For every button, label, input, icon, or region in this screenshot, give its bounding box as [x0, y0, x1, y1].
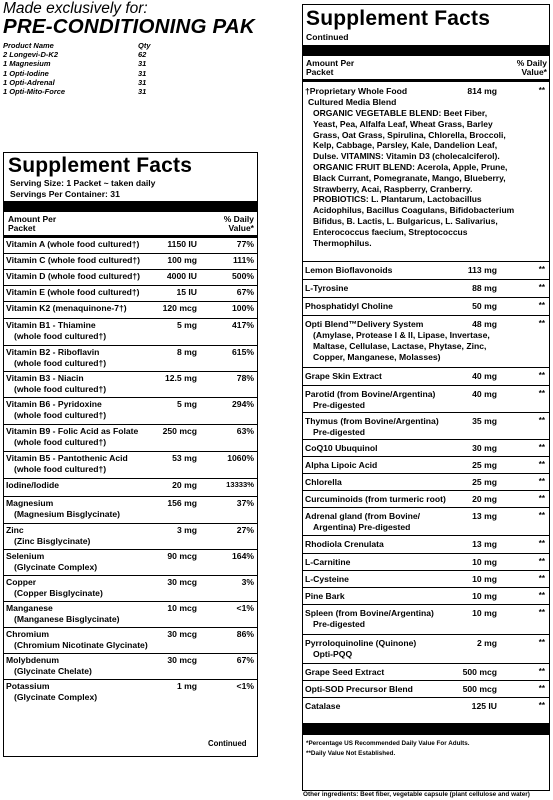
ingredient-name: CoQ10 Ubuquinol	[305, 443, 378, 453]
nutrient-row	[4, 286, 257, 302]
ingredient-amount: 50 mg	[472, 301, 497, 311]
blend-ingredient-line: ORGANIC FRUIT BLEND: Acerola, Apple, Prune,	[313, 161, 508, 172]
ingredient-row	[303, 664, 549, 681]
ingredient-detail: Pre-digested	[313, 427, 366, 437]
column-header	[303, 56, 549, 82]
nutrient-detail: (Glycinate Complex)	[14, 692, 98, 702]
ingredient-name: Catalase	[305, 701, 341, 711]
ingredient-name: Curcuminoids (from turmeric root)	[305, 494, 446, 504]
nutrient-daily-value: 67%	[236, 655, 254, 665]
ingredient-name: Grape Skin Extract	[305, 371, 382, 381]
product-table-header	[3, 41, 203, 50]
nutrient-name: Vitamin B5 - Pantothenic Acid	[6, 453, 128, 463]
nutrient-name: Molybdenum	[6, 655, 59, 665]
ingredient-row	[303, 368, 549, 386]
ingredient-daily-value: **	[538, 494, 545, 503]
ingredient-daily-value: **	[538, 591, 545, 600]
nutrient-daily-value: 13333%	[226, 480, 254, 489]
nutrient-name: Iodine/Iodide	[6, 480, 59, 490]
ingredient-row	[303, 635, 549, 664]
ingredient-daily-value: **	[538, 477, 545, 486]
nutrient-daily-value: 37%	[236, 498, 254, 508]
nutrient-row	[4, 302, 257, 319]
nutrient-amount: 5 mg	[176, 320, 197, 330]
nutrient-row	[4, 680, 257, 706]
ingredient-row	[303, 508, 549, 536]
ingredient-detail: Argentina) Pre-digested	[313, 522, 411, 532]
ingredient-row	[303, 605, 549, 635]
ingredient-amount: 88 mg	[472, 283, 497, 293]
thick-divider	[4, 201, 257, 212]
product-name-header: Product Name	[3, 41, 54, 50]
nutrient-name: Chromium	[6, 629, 49, 639]
nutrient-amount: 100 mg	[167, 255, 197, 265]
nutrient-name: Vitamin B2 - Riboflavin	[6, 347, 100, 357]
ingredient-list	[303, 262, 549, 716]
nutrient-amount: 20 mg	[172, 480, 197, 490]
nutrient-row	[4, 398, 257, 425]
product-name: 1 Opti-Adrenal	[3, 77, 55, 87]
blend-daily-value: **	[538, 86, 545, 95]
nutrient-row	[4, 254, 257, 270]
ingredient-daily-value: **	[538, 608, 545, 617]
servings-per-container: Servings Per Container: 31	[10, 189, 120, 199]
blend-ingredient-line: Dulse. VITAMINS: Vitamin D3 (cholecalciferol).	[313, 151, 500, 162]
ingredient-daily-value: **	[538, 460, 545, 469]
ingredient-name: Spleen (from Bovine/Argentina)	[305, 608, 434, 618]
product-qty: 31	[138, 86, 147, 96]
amount-per-label: Amount Per	[8, 214, 57, 224]
nutrient-name: Selenium	[6, 551, 45, 561]
ingredient-row	[303, 440, 549, 457]
daily-value-label: % Daily	[223, 214, 254, 224]
nutrient-amount: 15 IU	[176, 287, 197, 297]
nutrient-daily-value: 294%	[232, 399, 254, 409]
serving-size: Serving Size: 1 Packet ~ taken daily	[10, 178, 156, 188]
nutrient-name: Vitamin B6 - Pyridoxine	[6, 399, 102, 409]
ingredient-daily-value: **	[538, 416, 545, 425]
nutrient-name: Vitamin B1 - Thiamine	[6, 320, 96, 330]
nutrient-amount: 3 mg	[176, 525, 197, 535]
ingredient-name: L-Tyrosine	[305, 283, 349, 293]
nutrient-amount: 250 mcg	[162, 426, 197, 436]
value-label: Value*	[521, 67, 547, 77]
ingredient-name: Opti-SOD Precursor Blend	[305, 684, 413, 694]
nutrient-name: Vitamin B9 - Folic Acid as Folate	[6, 426, 139, 436]
ingredient-daily-value: **	[538, 389, 545, 398]
ingredient-name: Pyrroloquinoline (Quinone)	[305, 638, 417, 648]
product-name: 1 Opti-Mito-Force	[3, 86, 66, 96]
product-qty: 31	[138, 59, 147, 69]
pak-title: PRE-CONDITIONING PAK	[3, 15, 255, 38]
nutrient-row	[4, 319, 257, 346]
ingredient-row	[303, 457, 549, 474]
blend-ingredient-line: Black Currant, Pomegranate, Mango, Blueberry,	[313, 172, 506, 183]
ingredient-daily-value: **	[538, 265, 545, 274]
blend-ingredient-line: Enterococcus faecium, Streptococcus	[313, 226, 468, 237]
ingredient-name: L-Carnitine	[305, 557, 351, 567]
nutrient-name: Vitamin K2 (menaquinone-7†)	[6, 303, 127, 313]
nutrient-detail: (whole food cultured†)	[14, 358, 107, 368]
nutrient-row	[4, 524, 257, 550]
ingredient-amount: 13 mg	[472, 539, 497, 549]
nutrient-detail: (Glycinate Complex)	[14, 562, 98, 572]
blend-ingredient-line: Bifidus, B. Lactis, L. Bulgaricus, L. Salivarius,	[313, 215, 498, 226]
ingredient-amount: 48 mg	[472, 319, 497, 329]
product-name: 2 Longevi-D-K2	[3, 50, 59, 60]
blend-ingredient-line: Kelp, Cabbage, Parsley, Kale, Dandelion Leaf,	[313, 140, 498, 151]
nutrient-amount: 1150 IU	[167, 239, 197, 249]
nutrient-amount: 12.5 mg	[164, 373, 197, 383]
nutrient-row	[4, 479, 257, 497]
nutrient-name: Vitamin E (whole food cultured†)	[6, 287, 140, 297]
ingredient-detail: (Amylase, Protease I & II, Lipase, Invertase,	[313, 330, 490, 340]
nutrient-amount: 5 mg	[176, 399, 197, 409]
ingredient-daily-value: **	[538, 443, 545, 452]
ingredient-row	[303, 554, 549, 571]
nutrient-amount: 156 mg	[167, 498, 197, 508]
nutrient-detail: (whole food cultured†)	[14, 331, 107, 341]
nutrient-row	[4, 550, 257, 576]
ingredient-amount: 10 mg	[472, 591, 497, 601]
product-qty: 31	[138, 77, 147, 87]
blend-ingredient-line: Thermophilus.	[313, 237, 372, 248]
product-name: 1 Opti-Iodine	[3, 68, 49, 78]
product-row	[3, 87, 203, 96]
ingredient-row	[303, 571, 549, 588]
product-row	[3, 50, 203, 59]
ingredient-amount: 113 mg	[467, 265, 497, 275]
footnote-percentage: *Percentage US Recommended Daily Value For Adults.	[306, 740, 470, 747]
nutrient-detail: (Manganese Bisglycinate)	[14, 614, 120, 624]
nutrient-detail: (Copper Bisglycinate)	[14, 588, 103, 598]
ingredient-amount: 25 mg	[472, 460, 497, 470]
nutrient-daily-value: 417%	[232, 320, 254, 330]
continued-label: Continued	[306, 32, 349, 42]
nutrient-row	[4, 497, 257, 524]
ingredient-amount: 500 mcg	[462, 667, 497, 677]
blend-name-line-1: †Proprietary Whole Food	[305, 86, 408, 96]
product-table	[3, 41, 203, 96]
nutrient-detail: (Glycinate Chelate)	[14, 666, 92, 676]
nutrient-detail: (whole food cultured†)	[14, 437, 107, 447]
footnote-daily-value: **Daily Value Not Established.	[306, 750, 396, 757]
blend-name	[305, 86, 407, 107]
nutrient-daily-value: 615%	[232, 347, 254, 357]
ingredient-name: Alpha Lipoic Acid	[305, 460, 378, 470]
ingredient-row	[303, 491, 549, 508]
ingredient-row	[303, 474, 549, 491]
blend-amount: 814 mg	[467, 86, 497, 96]
ingredient-name: Lemon Bioflavonoids	[305, 265, 393, 275]
ingredient-daily-value: **	[538, 539, 545, 548]
column-header	[4, 212, 257, 238]
nutrient-detail: (Chromium Nicotinate Glycinate)	[14, 640, 148, 650]
nutrient-detail: (whole food cultured†)	[14, 384, 107, 394]
ingredient-name: Opti Blend™Delivery System	[305, 319, 424, 329]
ingredient-row	[303, 413, 549, 440]
nutrient-row	[4, 425, 257, 452]
supplement-facts-panel-left	[3, 152, 258, 757]
nutrient-amount: 30 mcg	[167, 629, 197, 639]
nutrient-daily-value: 27%	[236, 525, 254, 535]
ingredient-amount: 40 mg	[472, 371, 497, 381]
nutrient-amount: 30 mcg	[167, 655, 197, 665]
ingredient-name: Phosphatidyl Choline	[305, 301, 393, 311]
ingredient-row	[303, 698, 549, 716]
nutrient-row	[4, 270, 257, 286]
ingredient-daily-value: **	[538, 371, 545, 380]
ingredient-name: Grape Seed Extract	[305, 667, 385, 677]
ingredient-detail: Maltase, Cellulase, Lactase, Phytase, Zinc,	[313, 341, 487, 351]
blend-ingredient-line: Acidophilus, Bacillus Coagulans, Bifidobacterium	[313, 205, 515, 216]
nutrient-amount: 1 mg	[176, 681, 197, 691]
ingredient-name: Rhodiola Crenulata	[305, 539, 384, 549]
ingredient-amount: 35 mg	[472, 416, 497, 426]
ingredient-name: L-Cysteine	[305, 574, 349, 584]
nutrient-daily-value: 77%	[236, 239, 254, 249]
ingredient-detail: Opti-PQQ	[313, 649, 353, 659]
nutrient-row	[4, 346, 257, 372]
nutrient-amount: 53 mg	[172, 453, 197, 463]
product-row	[3, 59, 203, 68]
nutrient-name: Vitamin A (whole food cultured†)	[6, 239, 140, 249]
ingredient-amount: 500 mcg	[462, 684, 497, 694]
ingredient-row	[303, 316, 549, 368]
product-name: 1 Magnesium	[3, 59, 51, 69]
nutrient-daily-value: <1%	[236, 681, 254, 691]
ingredient-amount: 20 mg	[472, 494, 497, 504]
nutrient-daily-value: 500%	[232, 271, 254, 281]
nutrient-row	[4, 452, 257, 479]
product-qty: 62	[138, 50, 147, 60]
nutrient-daily-value: 100%	[232, 303, 254, 313]
ingredient-daily-value: **	[538, 574, 545, 583]
made-exclusively-label: Made exclusively for:	[3, 0, 148, 17]
ingredient-detail: Copper, Manganese, Molasses)	[313, 352, 441, 362]
panel-title: Supplement Facts	[8, 154, 193, 177]
nutrient-detail: (Magnesium Bisglycinate)	[14, 509, 121, 519]
panel-title: Supplement Facts	[306, 7, 491, 30]
packet-label: Packet	[306, 67, 334, 77]
nutrient-amount: 30 mcg	[167, 577, 197, 587]
nutrient-amount: 10 mcg	[167, 603, 197, 613]
ingredient-amount: 25 mg	[472, 477, 497, 487]
nutrient-daily-value: 111%	[232, 255, 254, 265]
product-qty: 31	[138, 68, 147, 78]
other-ingredients: Other ingredients: Beet fiber, vegetable capsule (plant cellulose and water)	[303, 791, 530, 798]
blend-ingredient-line: ORGANIC VEGETABLE BLEND: Beet Fiber,	[313, 108, 488, 118]
nutrient-row	[4, 576, 257, 602]
ingredient-row	[303, 588, 549, 605]
ingredient-daily-value: **	[538, 667, 545, 676]
nutrient-daily-value: 1060%	[227, 453, 254, 463]
ingredient-daily-value: **	[538, 319, 545, 328]
product-qty-header: Qty	[138, 41, 151, 50]
nutrient-name: Manganese	[6, 603, 53, 613]
ingredient-name: Chlorella	[305, 477, 342, 487]
nutrient-list	[4, 238, 257, 706]
thick-divider	[303, 45, 549, 56]
ingredient-row	[303, 681, 549, 698]
continued-label: Continued	[208, 739, 247, 748]
ingredient-name: Parotid (from Bovine/Argentina)	[305, 389, 436, 399]
ingredient-daily-value: **	[538, 511, 545, 520]
ingredient-amount: 125 IU	[471, 701, 497, 711]
ingredient-daily-value: **	[538, 701, 545, 710]
packet-label: Packet	[8, 223, 36, 233]
ingredient-daily-value: **	[538, 638, 545, 647]
nutrient-amount: 4000 IU	[166, 271, 197, 281]
product-row	[3, 69, 203, 78]
daily-value-label: % Daily	[516, 58, 547, 68]
nutrient-daily-value: 63%	[236, 426, 254, 436]
nutrient-row	[4, 654, 257, 680]
ingredient-daily-value: **	[538, 684, 545, 693]
ingredient-row	[303, 280, 549, 298]
blend-ingredient-line: Strawberry, Acai, Raspberry, Cranberry.	[313, 183, 473, 194]
nutrient-detail: (whole food cultured†)	[14, 410, 107, 420]
supplement-facts-panel-right	[302, 4, 550, 791]
ingredient-amount: 10 mg	[472, 608, 497, 618]
nutrient-daily-value: 86%	[236, 629, 254, 639]
ingredient-row	[303, 298, 549, 316]
nutrient-name: Vitamin C (whole food cultured†)	[6, 255, 141, 265]
ingredient-amount: 40 mg	[472, 389, 497, 399]
proprietary-blend	[303, 82, 549, 262]
blend-ingredient-line: Grass, Oat Grass, Spirulina, Chlorella, Broccoli,	[313, 129, 506, 140]
nutrient-name: Copper	[6, 577, 37, 587]
nutrient-amount: 8 mg	[176, 347, 197, 357]
nutrient-daily-value: 164%	[232, 551, 254, 561]
nutrient-row	[4, 238, 257, 254]
ingredient-daily-value: **	[538, 557, 545, 566]
blend-ingredient-line: Yeast, Pea, Alfalfa Leaf, Wheat Grass, Barley	[313, 118, 493, 129]
ingredient-name: Thymus (from Bovine/Argentina)	[305, 416, 439, 426]
amount-per-label: Amount Per	[306, 58, 355, 68]
nutrient-daily-value: 78%	[236, 373, 254, 383]
ingredient-daily-value: **	[538, 283, 545, 292]
nutrient-amount: 90 mcg	[167, 551, 197, 561]
nutrient-detail: (Zinc Bisglycinate)	[14, 536, 91, 546]
nutrient-name: Potassium	[6, 681, 50, 691]
nutrient-detail: (whole food cultured†)	[14, 464, 107, 474]
ingredient-amount: 10 mg	[472, 574, 497, 584]
ingredient-row	[303, 536, 549, 554]
nutrient-amount: 120 mcg	[162, 303, 197, 313]
ingredient-row	[303, 386, 549, 413]
value-label: Value*	[228, 223, 254, 233]
blend-ingredient-line: PROBIOTICS: L. Plantarum, Lactobacillus	[313, 194, 482, 205]
nutrient-name: Magnesium	[6, 498, 54, 508]
blend-ingredients	[313, 108, 547, 248]
ingredient-amount: 10 mg	[472, 557, 497, 567]
nutrient-name: Vitamin D (whole food cultured†)	[6, 271, 141, 281]
thick-divider-bottom	[303, 723, 549, 735]
ingredient-amount: 30 mg	[472, 443, 497, 453]
ingredient-detail: Pre-digested	[313, 619, 366, 629]
nutrient-daily-value: 3%	[241, 577, 254, 587]
ingredient-daily-value: **	[538, 301, 545, 310]
nutrient-daily-value: <1%	[236, 603, 254, 613]
nutrient-name: Vitamin B3 - Niacin	[6, 373, 84, 383]
ingredient-name: Adrenal gland (from Bovine/	[305, 511, 421, 521]
ingredient-amount: 2 mg	[476, 638, 497, 648]
product-row	[3, 78, 203, 87]
blend-name-line-2: Cultured Media Blend	[308, 96, 397, 107]
ingredient-row	[303, 262, 549, 280]
nutrient-row	[4, 628, 257, 654]
ingredient-detail: Pre-digested	[313, 400, 366, 410]
nutrient-row	[4, 602, 257, 628]
nutrient-row	[4, 372, 257, 398]
nutrient-daily-value: 67%	[236, 287, 254, 297]
nutrient-name: Zinc	[6, 525, 24, 535]
ingredient-amount: 13 mg	[472, 511, 497, 521]
ingredient-name: Pine Bark	[305, 591, 345, 601]
